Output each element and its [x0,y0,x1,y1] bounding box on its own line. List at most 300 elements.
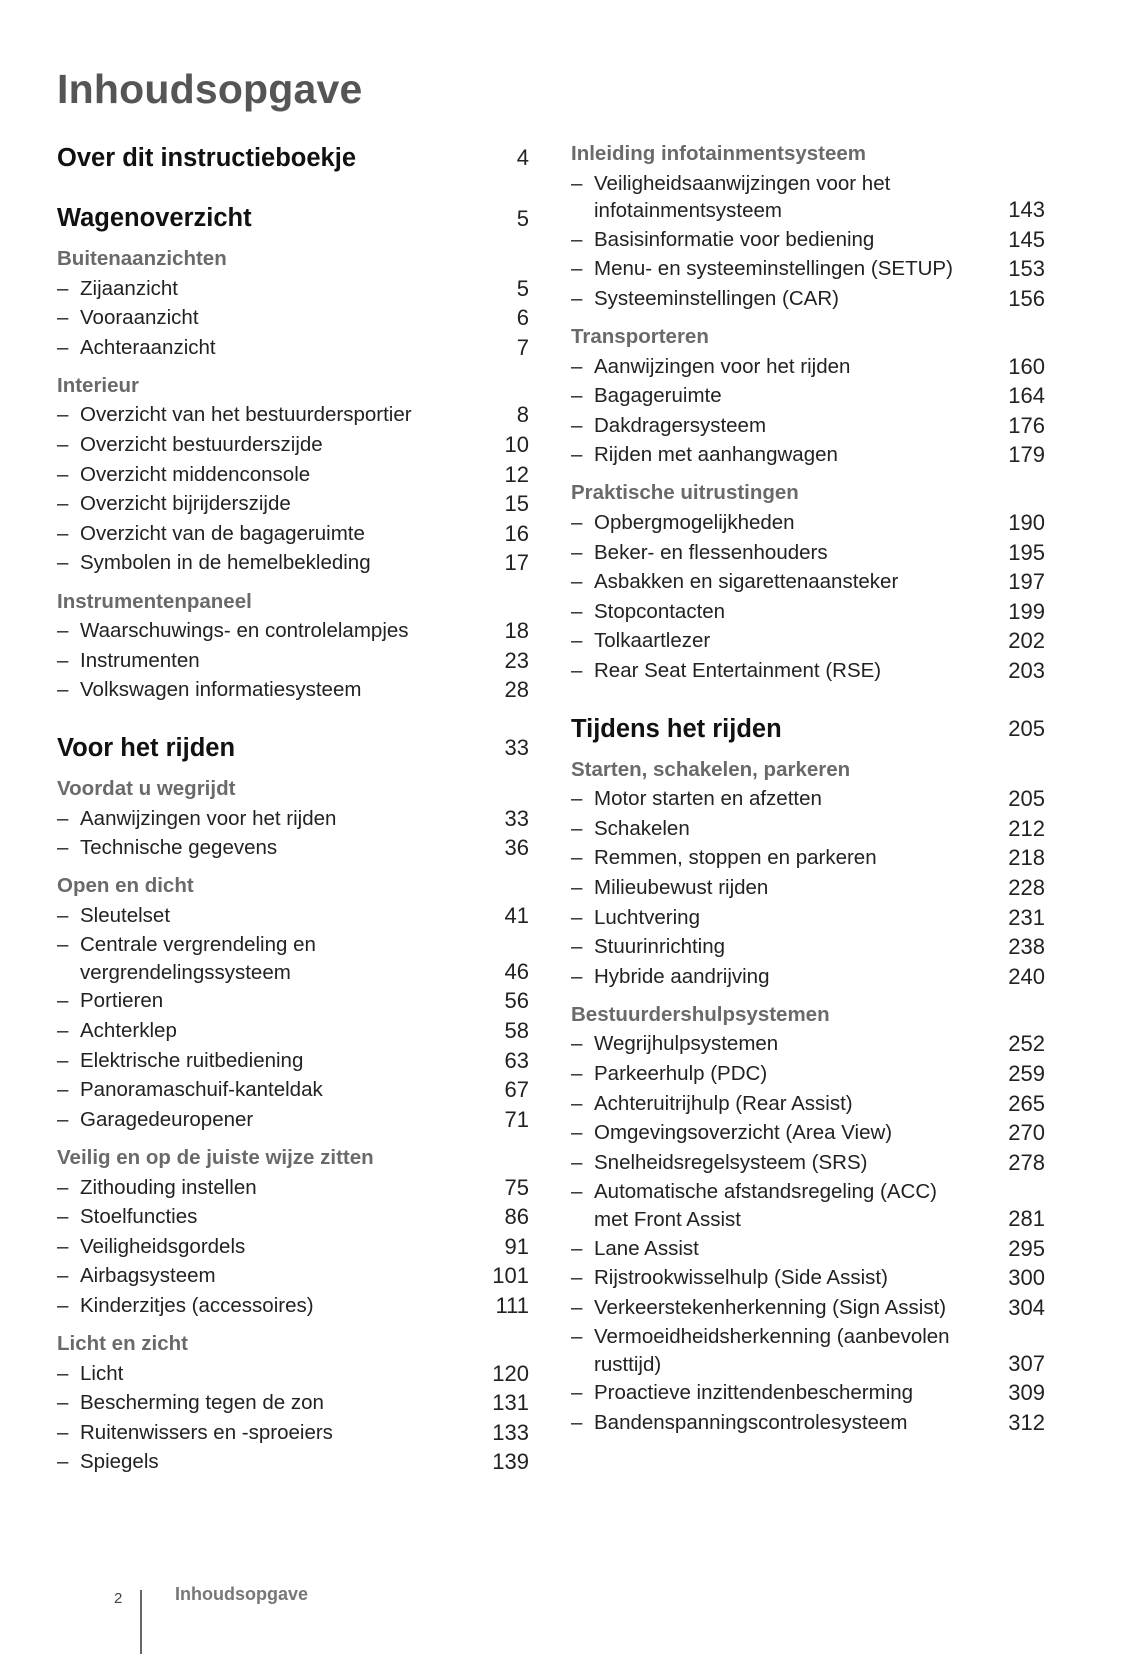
entry-text [594,656,881,686]
entry-text-line: Achterklep [80,1019,177,1043]
dash-bullet: – [571,1381,583,1405]
entry-label [571,873,768,903]
entry-text-line: Stuurinrichting [594,935,726,959]
entry-text-line: Menu- en systeeminstellingen (SETUP) [594,257,953,281]
entry-text-line: Opbergmogelijkheden [594,511,795,535]
dash-bullet: – [571,1150,583,1174]
dash-bullet: – [57,306,69,330]
entry-text-line: Overzicht van het bestuurdersportier [80,403,412,427]
page-number: 36 [504,835,529,861]
entry-label [571,932,725,962]
entry-text-line: Bescherming tegen de zon [80,1391,324,1415]
page-number: 12 [504,461,529,487]
entry-text [594,1118,892,1148]
toc-entry[interactable] [571,169,1045,225]
entry-label [571,1293,946,1323]
dash-bullet: – [571,1032,583,1056]
entry-text [594,1234,699,1264]
entry-label [57,548,371,578]
toc-section-heading: Praktische uitrustingen [571,481,799,505]
entry-label [57,1388,324,1418]
entry-label [571,352,850,382]
entry-text-line: Elektrische ruitbediening [80,1048,304,1072]
dash-bullet: – [571,1236,583,1260]
toc-entry[interactable] [57,519,529,549]
toc-entry[interactable] [571,843,1045,873]
dash-bullet: – [57,1205,69,1229]
toc-chapter[interactable] [571,712,1045,746]
entry-label [571,626,710,656]
entry-text [594,843,877,873]
toc-section-heading: Buitenaanzichten [57,247,227,270]
entry-text-line: Aanwijzingen voor het rijden [80,806,337,830]
toc-entry[interactable] [57,986,529,1016]
page-number: 67 [504,1077,529,1103]
footer-divider [140,1590,142,1654]
entry-text [80,489,291,519]
entry-text [80,430,323,460]
entry-text-line: Basisinformatie voor bediening [594,227,875,251]
page-number: 252 [1008,1031,1045,1057]
page-number: 111 [495,1292,529,1318]
toc-column-right [571,139,1045,1438]
toc-entry[interactable] [571,254,1045,284]
page-number: 295 [1008,1235,1045,1261]
entry-text [80,1359,123,1389]
toc-section-heading: Veilig en op de juiste wijze zitten [57,1145,374,1169]
toc-entry[interactable] [571,1118,1045,1148]
toc-chapter[interactable] [57,731,529,765]
page-number: 259 [1008,1061,1045,1087]
toc-entry[interactable] [571,225,1045,255]
entry-text-line: Systeeminstellingen (CAR) [594,286,839,310]
toc-chapter[interactable] [57,202,529,236]
entry-text-line: Rijden met aanhangwagen [594,443,838,467]
toc-entry[interactable] [571,1148,1045,1178]
dash-bullet: – [57,1078,69,1102]
toc-entry[interactable] [57,1046,529,1076]
entry-text-line: Achteruitrijhulp (Rear Assist) [594,1091,853,1115]
dash-bullet: – [571,443,583,467]
page-number: 190 [1008,510,1045,536]
entry-label [57,1016,177,1046]
entry-text [594,225,874,255]
entry-text [594,626,710,656]
entry-label [571,1148,867,1178]
entry-label [571,254,953,284]
entry-text-line: Veiligheidsaanwijzingen voor het [594,171,891,195]
page-number: 160 [1008,353,1045,379]
entry-label [57,1359,123,1389]
entry-text-line: Remmen, stoppen en parkeren [594,846,877,870]
entry-label [57,303,199,333]
dash-bullet: – [57,1019,69,1043]
entry-text-line: Schakelen [594,816,690,840]
toc-entry[interactable] [57,548,529,578]
dash-bullet: – [571,540,583,564]
footer-page-number: 2 [114,1590,123,1607]
entry-text-line: Panoramaschuif-kanteldak [80,1078,323,1102]
entry-label [57,333,216,363]
entry-text [594,903,700,933]
entry-text [594,254,953,284]
page-number: 164 [1008,383,1045,409]
toc-chapter[interactable] [57,141,529,175]
entry-text [80,1388,324,1418]
page-number: 270 [1008,1120,1045,1146]
entry-text [594,440,838,470]
footer-section-title: Inhoudsopgave [175,1584,309,1604]
entry-text [80,1232,245,1262]
toc-entry[interactable] [57,274,529,304]
chapter-title: Voor het rijden [57,733,236,762]
entry-label [57,274,178,304]
page-number: 8 [516,402,529,428]
entry-label [571,508,795,538]
toc-entry[interactable] [571,814,1045,844]
toc-entry[interactable] [571,352,1045,382]
entry-label [571,843,877,873]
toc-section-heading: Inleiding infotainmentsysteem [571,142,867,165]
dash-bullet: – [57,903,69,927]
toc-entry[interactable] [57,901,529,931]
entry-text-line: Luchtvering [594,905,700,929]
entry-label [57,833,277,863]
page-number: 71 [504,1106,529,1132]
entry-text [594,508,795,538]
entry-label [571,1177,937,1233]
dash-bullet: – [571,570,583,594]
entry-text-line: Milieubewust rijden [594,875,769,899]
entry-text-line: Technische gegevens [80,836,278,860]
entry-text [80,333,216,363]
toc-section-heading: Voordat u wegrijdt [57,776,236,800]
dash-bullet: – [571,629,583,653]
entry-label [57,1447,159,1477]
page-number: 265 [1008,1090,1045,1116]
entry-text-line: Licht [80,1361,124,1385]
toc-section-heading: Interieur [57,373,140,397]
page-number: 120 [492,1360,529,1386]
toc-entry[interactable] [571,1322,1045,1378]
page-number: 309 [1008,1380,1045,1406]
entry-text [80,303,199,333]
toc-entry[interactable] [571,381,1045,411]
dash-bullet: – [57,521,69,545]
entry-text-line: Centrale vergrendeling en [80,933,316,957]
entry-text-line: Omgevingsoverzicht (Area View) [594,1121,893,1145]
page-number: 33 [504,805,529,831]
entry-label [571,225,874,255]
entry-label [57,1232,245,1262]
page-number: 153 [1008,256,1045,282]
page-number: 300 [1008,1265,1045,1291]
entry-text [594,1322,950,1378]
entry-text [80,1261,216,1291]
entry-text [80,548,371,578]
toc-entry[interactable] [57,1418,529,1448]
entry-text-line: Bagageruimte [594,384,722,408]
toc-entry[interactable] [571,1263,1045,1293]
toc-entry[interactable] [571,597,1045,627]
page-number: 179 [1008,442,1045,468]
dash-bullet: – [571,384,583,408]
toc-entry[interactable] [57,489,529,519]
page-number: 28 [504,677,529,703]
dash-bullet: – [57,1450,69,1474]
toc-entry[interactable] [571,1029,1045,1059]
entry-text-line: Dakdragersysteem [594,413,767,437]
entry-label [57,1261,216,1291]
entry-label [57,519,365,549]
toc-entry[interactable] [57,1261,529,1291]
toc-entry[interactable] [57,460,529,490]
dash-bullet: – [571,875,583,899]
entry-label [57,930,316,986]
page-number: 307 [1008,1350,1045,1376]
toc-entry[interactable] [57,675,529,705]
toc-entry[interactable] [571,1234,1045,1264]
entry-label [57,1202,197,1232]
page-number: 139 [492,1449,529,1475]
toc-entry[interactable] [57,303,529,333]
toc-entry[interactable] [57,400,529,430]
entry-label [57,986,163,1016]
entry-text [594,873,768,903]
dash-bullet: – [57,1264,69,1288]
page-number: 203 [1008,658,1045,683]
page-number: 33 [504,735,529,761]
dash-bullet: – [571,964,583,988]
toc-entry[interactable] [571,411,1045,441]
dash-bullet: – [57,492,69,516]
page-number: 10 [504,432,529,458]
entry-text-line: Garagedeuropener [80,1107,254,1131]
entry-label [571,962,769,992]
entry-label [57,1075,323,1105]
entry-text-line: met Front Assist [594,1208,741,1231]
toc-entry[interactable] [571,962,1045,992]
dash-bullet: – [57,619,69,643]
entry-label [57,430,323,460]
toc-entry[interactable] [57,1016,529,1046]
entry-text-line: Volkswagen informatiesysteem [80,678,362,702]
entry-text-line: Vermoeidheidsherkenning (aanbevolen [594,1325,950,1349]
page-number: 41 [504,902,529,928]
entry-text-line: Zijaanzicht [80,276,178,300]
entry-text-line: Lane Assist [594,1236,699,1260]
toc-entry[interactable] [571,873,1045,903]
entry-text-line: Stopcontacten [594,599,726,623]
entry-text-line: Verkeerstekenherkenning (Sign Assist) [594,1295,947,1319]
toc-entry[interactable] [571,626,1045,656]
entry-text [80,1046,303,1076]
toc-section-heading: Bestuurdershulpsystemen [571,1002,830,1026]
entry-label [57,804,336,834]
dash-bullet: – [571,413,583,437]
toc-entry[interactable] [57,1359,529,1389]
entry-text-line: Overzicht bijrijderszijde [80,492,291,516]
page-number: 4 [516,145,529,170]
toc-entry[interactable] [571,932,1045,962]
toc-entry[interactable] [571,567,1045,597]
dash-bullet: – [57,933,69,957]
toc-entry[interactable] [571,1177,1045,1233]
entry-label [57,675,361,705]
toc-entry[interactable] [57,804,529,834]
dash-bullet: – [571,846,583,870]
entry-text [594,1408,907,1438]
entry-text-line: vergrendelingssysteem [80,960,291,984]
toc-entry[interactable] [57,1202,529,1232]
entry-label [571,169,890,225]
entry-text [80,986,163,1016]
entry-text-line: Sleutelset [80,903,171,927]
entry-text [594,1177,937,1233]
page-number: 218 [1008,845,1045,871]
entry-text-line: Spiegels [80,1450,159,1474]
entry-text [80,1016,177,1046]
dash-bullet: – [571,286,583,310]
entry-text [80,1202,197,1232]
toc-entry[interactable] [57,1291,529,1321]
page-number: 312 [1008,1409,1045,1435]
dash-bullet: – [57,276,69,300]
page-number: 18 [504,618,529,644]
toc-entry[interactable] [571,1408,1045,1438]
page-number: 156 [1008,285,1045,311]
page-number: 133 [492,1419,529,1445]
toc-entry[interactable] [57,1447,529,1477]
entry-text [594,1148,867,1178]
toc-entry[interactable] [57,616,529,646]
chapter-title: Wagenoverzicht [57,204,252,232]
dash-bullet: – [57,1107,69,1131]
toc-entry[interactable] [57,1105,529,1135]
toc-entry[interactable] [57,430,529,460]
page-number: 197 [1008,569,1045,595]
entry-text [594,352,850,382]
dash-bullet: – [57,335,69,359]
entry-label [571,597,725,627]
toc-entry[interactable] [571,440,1045,470]
dash-bullet: – [571,1266,583,1290]
toc-entry[interactable] [571,1089,1045,1119]
entry-label [571,1378,913,1408]
page-number: 131 [492,1390,529,1416]
toc-section-heading: Open en dicht [57,874,194,898]
page-number: 145 [1008,226,1045,252]
toc-entry[interactable] [57,833,529,863]
entry-label [571,381,722,411]
entry-text [80,460,310,490]
entry-text-line: Snelheidsregelsysteem (SRS) [594,1150,868,1174]
toc-section-heading: Transporteren [571,324,709,348]
entry-label [57,1291,314,1321]
page-number: 205 [1008,786,1045,812]
entry-text [80,1291,314,1321]
page-number: 143 [1008,197,1045,223]
dash-bullet: – [571,1410,583,1434]
entry-text [594,1089,853,1119]
entry-text-line: Parkeerhulp (PDC) [594,1062,768,1086]
entry-text-line: Symbolen in de hemelbekleding [80,551,371,575]
entry-text-line: Aanwijzingen voor het rijden [594,354,851,378]
toc-entry[interactable] [571,784,1045,814]
entry-text [594,381,722,411]
page-number: 58 [504,1018,529,1044]
entry-text [80,833,277,863]
entry-text [80,646,200,676]
entry-text-line: Asbakken en sigarettenaansteker [594,570,899,594]
page-number: 75 [504,1174,529,1200]
toc-entry[interactable] [57,1075,529,1105]
entry-text [594,1059,767,1089]
dash-bullet: – [57,433,69,457]
page-number: 199 [1008,598,1045,624]
toc-entry[interactable] [57,1232,529,1262]
toc-entry[interactable] [571,538,1045,568]
entry-label [571,814,690,844]
entry-label [57,1418,333,1448]
toc-entry[interactable] [57,1173,529,1203]
entry-text-line: infotainmentsysteem [594,199,783,223]
dash-bullet: – [571,905,583,929]
entry-text [80,616,409,646]
entry-label [571,411,766,441]
toc-entry[interactable] [571,903,1045,933]
entry-text [80,1173,257,1203]
entry-label [571,1059,767,1089]
entry-text [594,814,690,844]
chapter-title: Tijdens het rijden [571,714,782,743]
page-number: 63 [504,1047,529,1073]
toc-entry[interactable] [571,1378,1045,1408]
toc-entry[interactable] [571,1293,1045,1323]
dash-bullet: – [57,989,69,1013]
toc-entry[interactable] [57,333,529,363]
entry-text-line: Overzicht van de bagageruimte [80,521,365,545]
entry-label [571,784,822,814]
dash-bullet: – [571,1295,583,1319]
toc-entry[interactable] [57,646,529,676]
dash-bullet: – [571,257,583,281]
toc-entry[interactable] [571,656,1045,686]
entry-text-line: Kinderzitjes (accessoires) [80,1293,314,1317]
entry-label [57,616,409,646]
dash-bullet: – [57,678,69,702]
entry-text [594,169,890,225]
toc-section-heading: Instrumentenpaneel [57,589,252,613]
toc-entry[interactable] [57,930,529,986]
dash-bullet: – [57,836,69,860]
entry-label [571,440,838,470]
dash-bullet: – [571,599,583,623]
toc-entry[interactable] [57,1388,529,1418]
page-title: Inhoudsopgave [57,66,363,112]
entry-text [80,1075,323,1105]
toc-entry[interactable] [571,284,1045,314]
entry-label [57,1105,253,1135]
entry-text [80,519,365,549]
dash-bullet: – [571,354,583,378]
entry-label [571,538,828,568]
entry-label [571,567,898,597]
dash-bullet: – [571,511,583,535]
toc-entry[interactable] [571,1059,1045,1089]
toc-entry[interactable] [571,508,1045,538]
entry-text [80,1447,159,1477]
